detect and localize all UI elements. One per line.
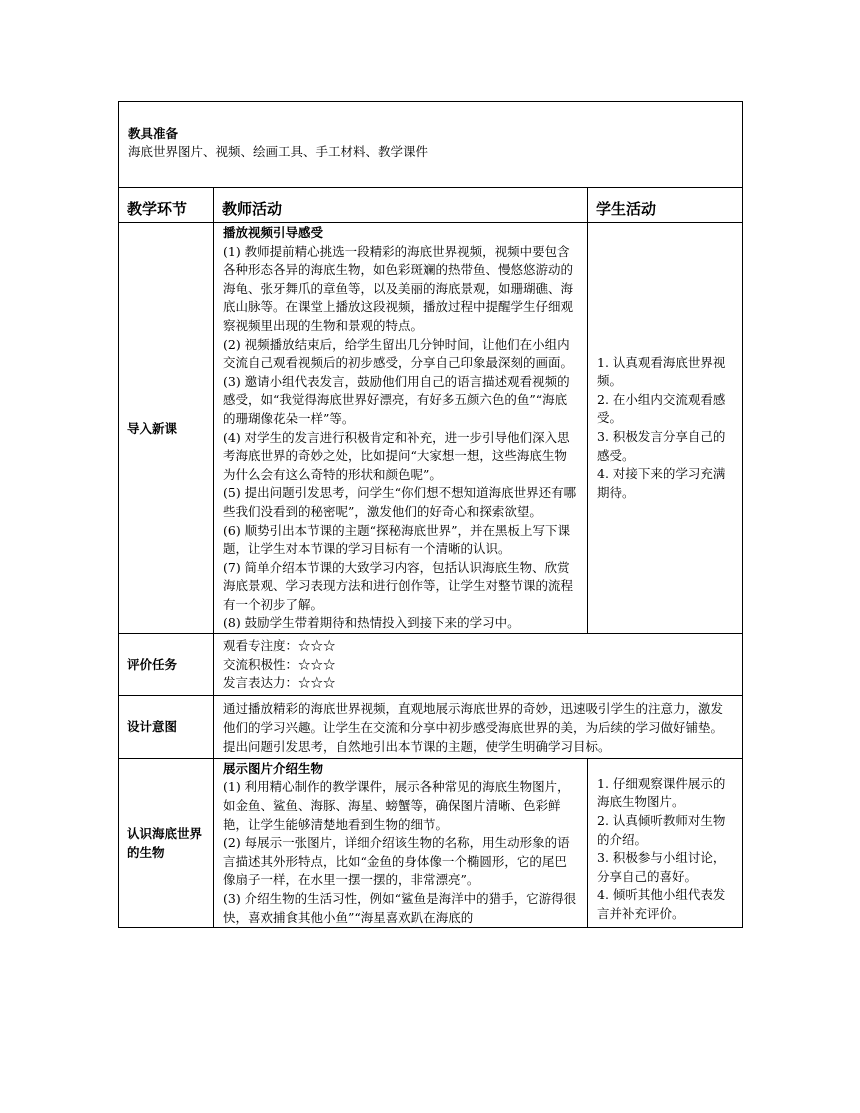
intro-teacher-step: (5) 提出问题引发思考，问学生“你们想不想知道海底世界还有哪些我们没看到的秘密呢”，激发他们的好奇心和探索欲望。 [223,485,577,519]
intro-teacher-step: (1) 教师提前精心挑选一段精彩的海底世界视频，视频中要包含各种形态各异的海底生物，如色彩斑斓的热带鱼、慢悠悠游动的海龟、张牙舞爪的章鱼等，以及美丽的海底景观，如珊瑚礁、海底山脉等。在课堂上播放这段视频，播放过程中提醒学生仔细观察视频里出现的生物和景观的特点。 [223,243,574,333]
creatures-student-activity [588,758,743,927]
header-student: 学生活动 [588,188,743,223]
intro-student-item: 3. 积极发言分享自己的感受。 [597,429,726,463]
intro-teacher-step: (7) 简单介绍本节课的大致学习内容，包括认识海底生物、欣赏海底景观、学习表现方法和进行创作等，让学生对整节课的流程有一个初步了解。 [223,559,574,612]
intro-stage-label: 导入新课 [119,223,214,634]
intro-teacher-step: (2) 视频播放结束后，给学生留出几分钟时间，让他们在小组内交流自己观看视频后的初步感受，分享自己印象最深刻的画面。 [223,336,574,371]
intro-student-item: 2. 在小组内交流观看感受。 [597,391,726,426]
intro-student-activity [588,223,743,634]
creatures-student-item: 1. 仔细观察课件展示的海底生物图片。 [597,775,726,810]
header-stage: 教学环节 [119,188,214,223]
creatures-row [119,758,743,927]
intro-teacher-step: (4) 对学生的发言进行积极肯定和补充，进一步引导他们深入思考海底世界的奇妙之处，比如提问“大家想一想，这些海底生物为什么会有这么奇特的形状和颜色呢”。 [223,429,570,482]
prep-content: 海底世界图片、视频、绘画工具、手工材料、教学课件 [128,144,429,159]
creatures-stage-label: 认识海底世界的生物 [119,758,214,927]
creatures-teacher-step: (2) 每展示一张图片，详细介绍该生物的名称，用生动形象的语言描述其外形特点，比如“金鱼的身体像一个椭圆形，它的尾巴像扇子一样，在水里一摆一摆的，非常漂亮”。 [223,835,570,888]
header-teacher: 教师活动 [214,188,588,223]
creatures-teacher-step: (1) 利用精心制作的教学课件，展示各种常见的海底生物图片，如金鱼、鲨鱼、海豚、海星、螃蟹等，确保图片清晰、色彩鲜艳，让学生能够清楚地看到生物的细节。 [223,779,570,832]
creatures-teacher-step: (3) 介绍生物的生活习性，例如“鲨鱼是海洋中的猎手，它游得很快，喜欢捕食其他小鱼”“海星喜欢趴在海底的 [223,891,577,925]
evaluation-content [214,634,743,696]
evaluation-row [119,634,743,696]
design-row [119,695,743,758]
intro-row [119,223,743,634]
intro-teacher-step: (8) 鼓励学生带着期待和热情投入到接下来的学习中。 [223,615,520,631]
intro-teacher-step: (3) 邀请小组代表发言，鼓励他们用自己的语言描述观看视频的感受，如“我觉得海底世界好漂亮，有好多五颜六色的鱼”“海底的珊瑚像花朵一样”等。 [223,373,570,426]
intro-section-title: 播放视频引导感受 [223,225,324,240]
creatures-student-item: 2. 认真倾听教师对生物的介绍。 [597,813,726,847]
evaluation-item: 交流积极性：☆☆☆ [223,656,336,672]
prep-row [119,102,743,188]
evaluation-item: 观看专注度：☆☆☆ [223,638,336,654]
header-row [119,188,743,223]
intro-student-item: 4. 对接下来的学习充满期待。 [597,466,726,500]
prep-cell [119,102,743,188]
design-stage-label: 设计意图 [119,695,214,758]
evaluation-stage-label: 评价任务 [119,634,214,696]
intro-teacher-activity [214,223,588,634]
lesson-plan-page [118,101,742,928]
intro-student-item: 1. 认真观看海底世界视频。 [597,354,726,389]
creatures-teacher-activity [214,758,588,927]
creatures-student-item: 4. 倾听其他小组代表发言并补充评价。 [597,887,726,921]
creatures-section-title: 展示图片介绍生物 [223,760,324,776]
intro-teacher-step: (6) 顺势引出本节课的主题“探秘海底世界”，并在黑板上写下课题，让学生对本节课的学习目标有一个清晰的认识。 [223,522,570,557]
prep-title: 教具准备 [128,126,179,141]
design-content: 通过播放精彩的海底世界视频，直观地展示海底世界的奇妙，迅速吸引学生的注意力，激发他们的学习兴趣。让学生在交流和分享中初步感受海底世界的美，为后续的学习做好铺垫。提出问题引发思考，自然地引出本节课的主题，使学生明确学习目标。 [214,695,743,758]
evaluation-item: 发言表达力：☆☆☆ [223,675,336,691]
creatures-student-item: 3. 积极参与小组讨论，分享自己的喜好。 [597,850,726,884]
lesson-plan-table [118,101,743,928]
